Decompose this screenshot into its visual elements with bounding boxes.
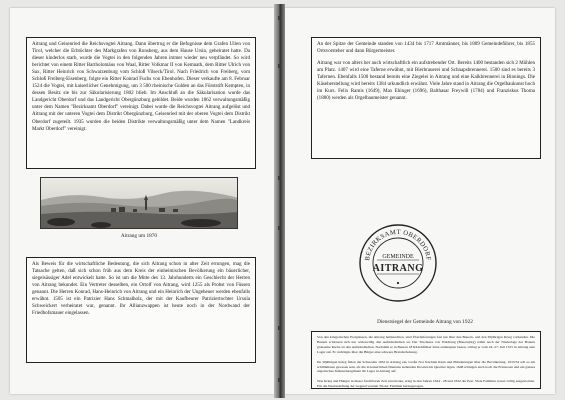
right-bottom-paragraph-2: Im 30jährigen Krieg fielen die Schweden 1632 in Aitrang ein. Große Not brachten Raub und Plünderungen über die Bevölkerung. 1633/34 soll es am schlimmsten gewesen sein, als die in kaiserlichen Diensten stehenden Kroaten im Quartier lagen. 1648 schlugen auch noch die Franzosen und ein ganzes ungarisches Infanterieregiment ihr Lager in Aitrang auf. — [317, 359, 535, 374]
binding-stitch — [278, 378, 281, 382]
binding-stitch — [278, 16, 281, 20]
right-top-paragraph-2: Aitrang war von alters her auch wirtschaftlich ein aufstrebender Ort. Bereits 1400 bestanden sich 2 Mühlen am Platz. 1407 wird eine Taferne erwähnt, mit Bierbrauerei und Schnapsbrennerei. 1500 sind es bereits 3 Tafernen. Ebenfalls 1500 bestand bereits eine Ziegelei in Aitrang und eine Kalkbrennerei in Binnings. Die Käseherstellung wird bereits 1384 urkundlich erwähnt. Viele Jahre stand in Aitrang die Orgelbaukunst hoch im Kurs. Felix Ramis (1649), Max Ehinger (1696), Balthasar Freywill (1784) und Franziskus Thoma (1800) werden als Orgelbaumeister genannt. — [317, 60, 535, 102]
binding-stitch — [278, 326, 281, 330]
binding-stitch — [278, 64, 281, 68]
left-bottom-text-box — [26, 257, 256, 363]
right-top-paragraph-1: An der Spitze der Gemeinde standen von 1434 bis 1717 Amtmänner, bis 1809 Gemeindeführer, bis 1855 Ortsvorsteher und dann Bürgermeister. — [317, 41, 535, 55]
seal-caption: Dienstsiegel der Gemeinde Aitrang von 1922 — [377, 319, 473, 325]
municipal-seal — [355, 219, 441, 305]
right-bottom-paragraph-3: Was Krieg und Hunger in dieser furchtbaren Zeit verschonte, erlag in den Jahren 1624 - 28 und 1632 der Pest. Viele Familien waren völlig ausgestorben. Für die Neubesiedlung der Gegend wurden Tiroler Familien herangezogen. — [317, 379, 535, 389]
seal-name-text: AITRANG — [372, 263, 424, 274]
binding-stitch — [278, 226, 281, 230]
seal-mid-text: GEMEINDE — [382, 254, 414, 260]
historical-photo-aitrang — [40, 177, 238, 229]
seal-arc-text: BEZIRKSAMT OBERDORF — [364, 228, 432, 262]
binding-stitch — [278, 176, 281, 180]
right-top-text-box — [311, 37, 541, 159]
seal-stamp-icon — [355, 219, 441, 305]
village-landscape-image — [41, 178, 238, 229]
right-bottom-paragraph-1: Von den kriegerischen Ereignissen, die Aitrang heimsuchten, sind Überlieferungen fast nur über den Bauern- und den 30jährigen Krieg vorhanden. Die Bauern schlossen sich nur widerwillig den Aufständischen an. Der Truchsess von Waldburg (Bauernjörg) nahm nach der Niederlage der Bauern grausame Rache an den Aufständischen. Nachdem er in Beuren 18 Rädelsführer hatte enthaupten lassen, schlug er vom 24.-27. Juli 1525 in Aitrang sein Lager auf. Er verhängte über die Bürger eine schwere Brandschatzung. — [317, 335, 535, 354]
right-bottom-text-box — [311, 331, 541, 389]
left-bottom-paragraph: Als Beweis für die wirtschaftliche Bedeutung, die sich Aitrang schon in alter Zeit errungen, mag die Tatsache gelten, daß sich schon früh aus dem Kreis der einheimischen Bevölkerung ein bäuerlicher, siegelsässiger Adel entwickelt hatte. So ist um die Mitte des 13. Jahrhunderts ein Geschlecht der Herren von Aitrang bekundet. Ein Vertreter desselben, ein Ortolf von Aitrang, wird 1255 als Probst von Füssen genannt. Die Herren Konrad, Hans-Heinrich von Aitrang und ein Heinrich der Ungeheuer werden ebenfalls erwähnt. 1505 ist ein Patrizier Hans Schmalholz, der mit der Kaufbeurer Patriziertochter Ursula Schweickert verheiratet war, genannt. Ihr Allianzwappen ist heute noch in der Nordwand der Friedhofsmauer eingelassen. — [32, 261, 250, 317]
left-top-paragraph: Aitrang und Geisenried die Reichsvogtei Aitrang. Dann übertrug er die Befugnisse dem Grafen Ulien von Tirol, welcher die Erbtöchter des Markgrafen von Ronsberg, aus dem Hause Ursin, geheiratet hatte. Da dieser kinderlos starb, wurde die Vogtei in den folgenden Jahren immer wieder neu verpfändet. So wird berichtet von einem Ritter Bartholomäus von Waal, Ritter Volkmar II von Kemnath, dem Ritter Ulrich von Sax, Ritter Heinrich von Schwarzenburg vom Schloß Vilseck/Tirol. Nach Friedrich von Freiberg, vom Schloß Freiberg-Eisenberg, folgte ein Ritter Konrad Fuchs von Ebenhofen. Dieser verkaufte am 8. Februar 1524 die Vogtei, mit kaiserlicher Genehmigung, um 3 500 rheinische Gulden an das Fürststift Kempten, in dessen Besitz sie bis zur Säkularisierung 1802 blieb. Im Anschluß an die Säkularisation wurde das Landgericht Oberdorf und das Landgericht Obergünzburg gebildet. Beide wurden 1862 verwaltungsmäßig unter dem Namen "Bezirksamt Oberdorf" vereinigt. Dabei wurde die Reichsvogtei Aitrang aufgelöst und Aitrang mit der unteren Vogtei dem Distrikt Obergünzburg, Geisenried mit der oberen Vogtei dem Distrikt Oberdorf zugeteilt. 1935 wurden die beiden Distrikte verwaltungsmäßig unter dem Namen "Landkreis Markt Oberdorf" vereinigt. — [32, 41, 250, 132]
photo-caption: Aitrang um 1870 — [120, 233, 158, 239]
left-top-text-box — [26, 37, 256, 169]
